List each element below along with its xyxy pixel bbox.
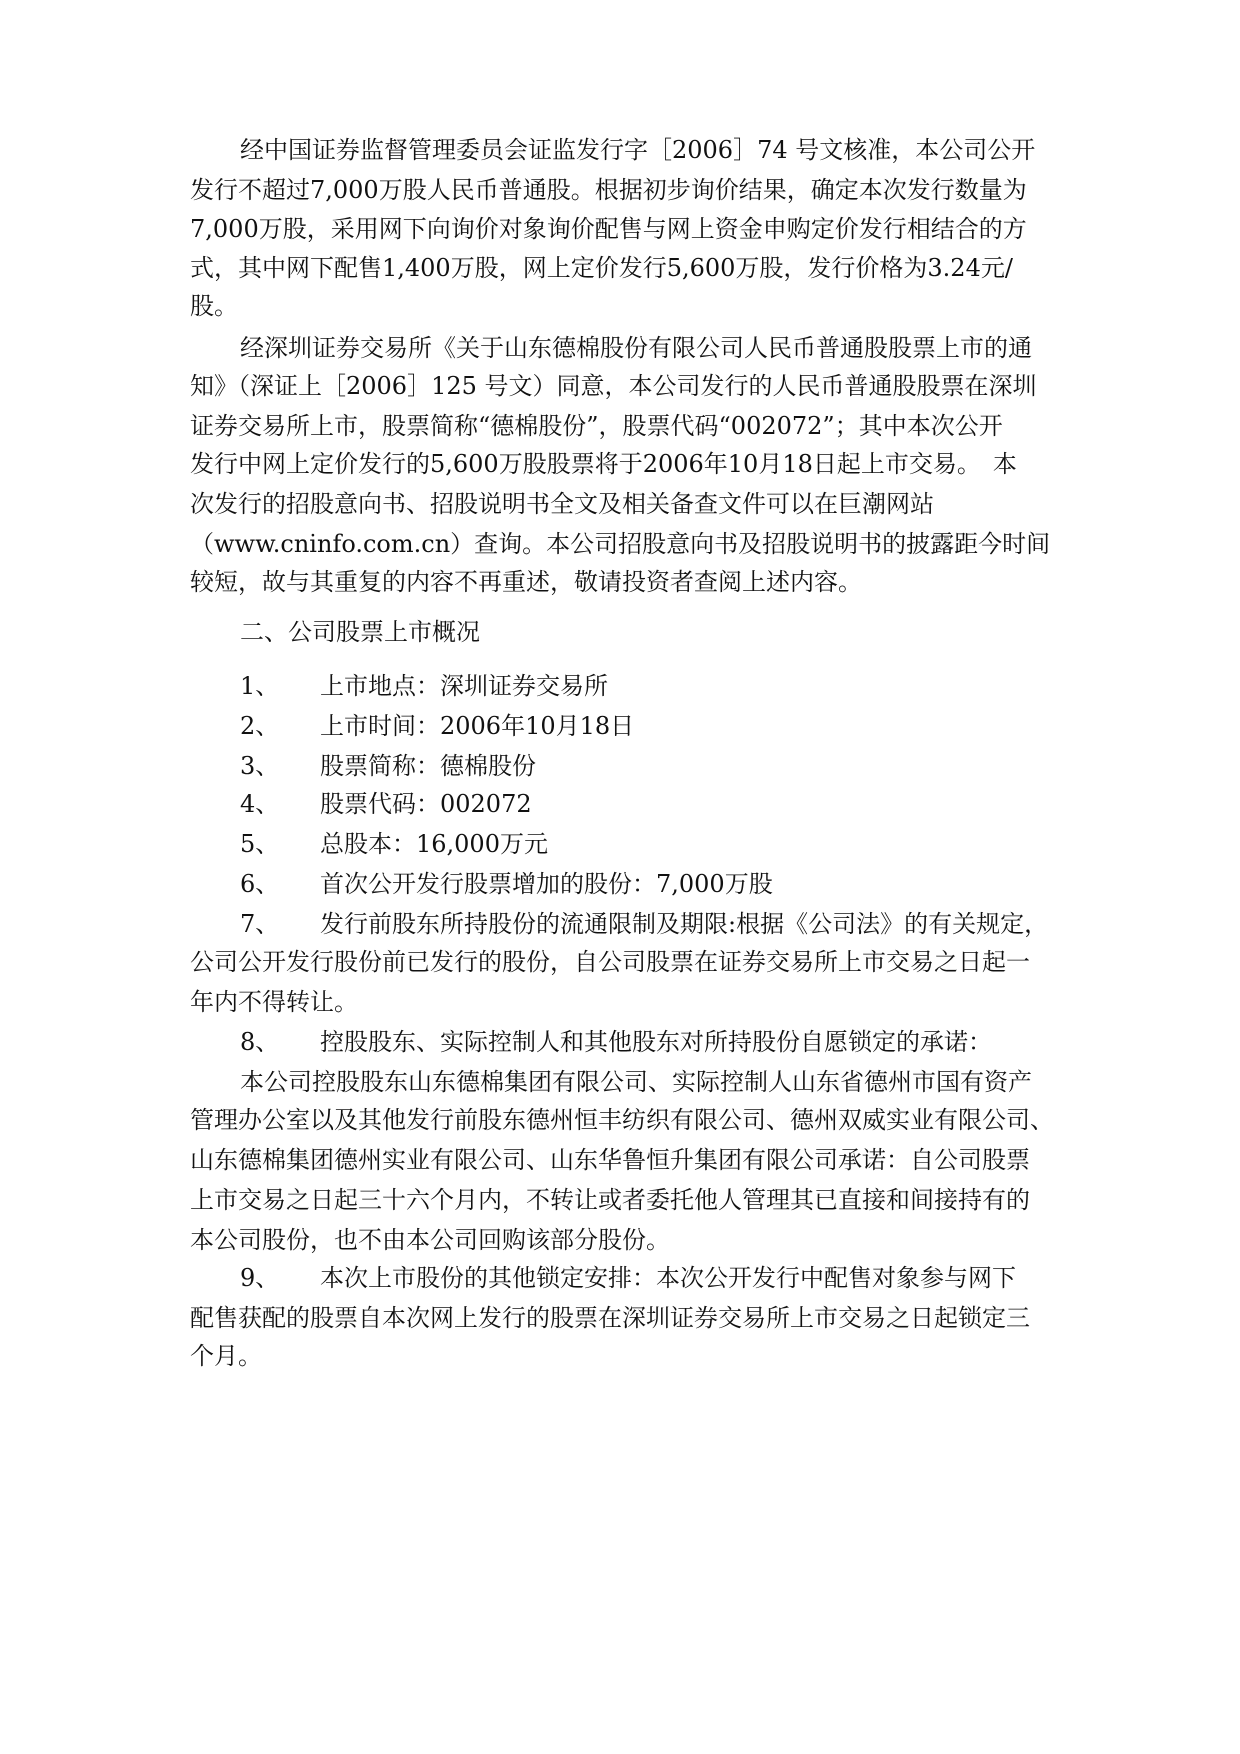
commitment-line4: 上市交易之日起三十六个月内，不转让或者委托他人管理其已直接和间接持有的	[190, 1186, 1030, 1214]
para1-line3: 7,000万股，采用网下向询价对象询价配售与网上资金申购定价发行相结合的方	[190, 215, 1027, 243]
item-text: 发行前股东所持股份的流通限制及期限:根据《公司法》的有关规定，	[320, 910, 1049, 938]
para1-line2: 发行不超过7,000万股人民币普通股。根据初步询价结果，确定本次发行数量为	[190, 176, 1027, 204]
para2-line5: 次发行的招股意向书、招股说明书全文及相关备查文件可以在巨潮网站	[190, 490, 934, 518]
commitment-line3: 山东德棉集团德州实业有限公司、山东华鲁恒升集团有限公司承诺：自公司股票	[190, 1146, 1030, 1174]
item7-continuation-line1: 公司公开发行股份前已发行的股份，自公司股票在证券交易所上市交易之日起一	[190, 948, 1030, 976]
item-number: 1、	[240, 672, 280, 700]
para2-line6: （www.cninfo.com.cn）查询。本公司招股意向书及招股说明书的披露距今时间	[190, 530, 1051, 558]
item-text: 股票代码：002072	[320, 790, 532, 818]
commitment-line2: 管理办公室以及其他发行前股东德州恒丰纺织有限公司、德州双威实业有限公司、	[190, 1106, 1054, 1134]
section-heading: 二、公司股票上市概况	[240, 618, 480, 646]
item-text: 总股本：16,000万元	[320, 830, 548, 858]
item-text: 首次公开发行股票增加的股份：7,000万股	[320, 870, 773, 898]
item-text: 上市时间：2006年10月18日	[320, 712, 635, 740]
commitment-line1: 本公司控股股东山东德棉集团有限公司、实际控制人山东省德州市国有资产	[240, 1068, 1032, 1096]
item-number: 4、	[240, 790, 280, 818]
item-text: 控股股东、实际控制人和其他股东对所持股份自愿锁定的承诺：	[320, 1028, 992, 1056]
para1-line1: 经中国证券监督管理委员会证监发行字［2006］74 号文核准，本公司公开	[240, 136, 1036, 164]
item9-continuation-line1: 配售获配的股票自本次网上发行的股票在深圳证券交易所上市交易之日起锁定三	[190, 1304, 1030, 1332]
commitment-line5: 本公司股份，也不由本公司回购该部分股份。	[190, 1226, 670, 1254]
item-number: 6、	[240, 870, 280, 898]
para2-line7: 较短，故与其重复的内容不再重述，敬请投资者查阅上述内容。	[190, 568, 862, 596]
para2-line1: 经深圳证券交易所《关于山东德棉股份有限公司人民币普通股股票上市的通	[240, 334, 1032, 362]
para2-line3: 证券交易所上市，股票简称“德棉股份”，股票代码“002072”；其中本次公开	[190, 412, 1003, 440]
item7-continuation-line2: 年内不得转让。	[190, 988, 358, 1016]
para1-line4: 式，其中网下配售1,400万股，网上定价发行5,600万股，发行价格为3.24元/	[190, 254, 1013, 282]
item-number: 9、	[240, 1264, 280, 1292]
item-number: 3、	[240, 752, 280, 780]
item-text: 上市地点：深圳证券交易所	[320, 672, 608, 700]
item9-continuation-line2: 个月。	[190, 1342, 262, 1370]
item-number: 7、	[240, 910, 280, 938]
item-text: 本次上市股份的其他锁定安排：本次公开发行中配售对象参与网下	[320, 1264, 1016, 1292]
para2-line4: 发行中网上定价发行的5,600万股股票将于2006年10月18日起上市交易。 本	[190, 450, 1017, 478]
item-number: 2、	[240, 712, 280, 740]
item-text: 股票简称：德棉股份	[320, 752, 536, 780]
item-number: 5、	[240, 830, 280, 858]
para1-line5: 股。	[190, 292, 238, 320]
item-number: 8、	[240, 1028, 280, 1056]
para2-line2: 知》（深证上［2006］125 号文）同意，本公司发行的人民币普通股股票在深圳	[190, 372, 1037, 400]
